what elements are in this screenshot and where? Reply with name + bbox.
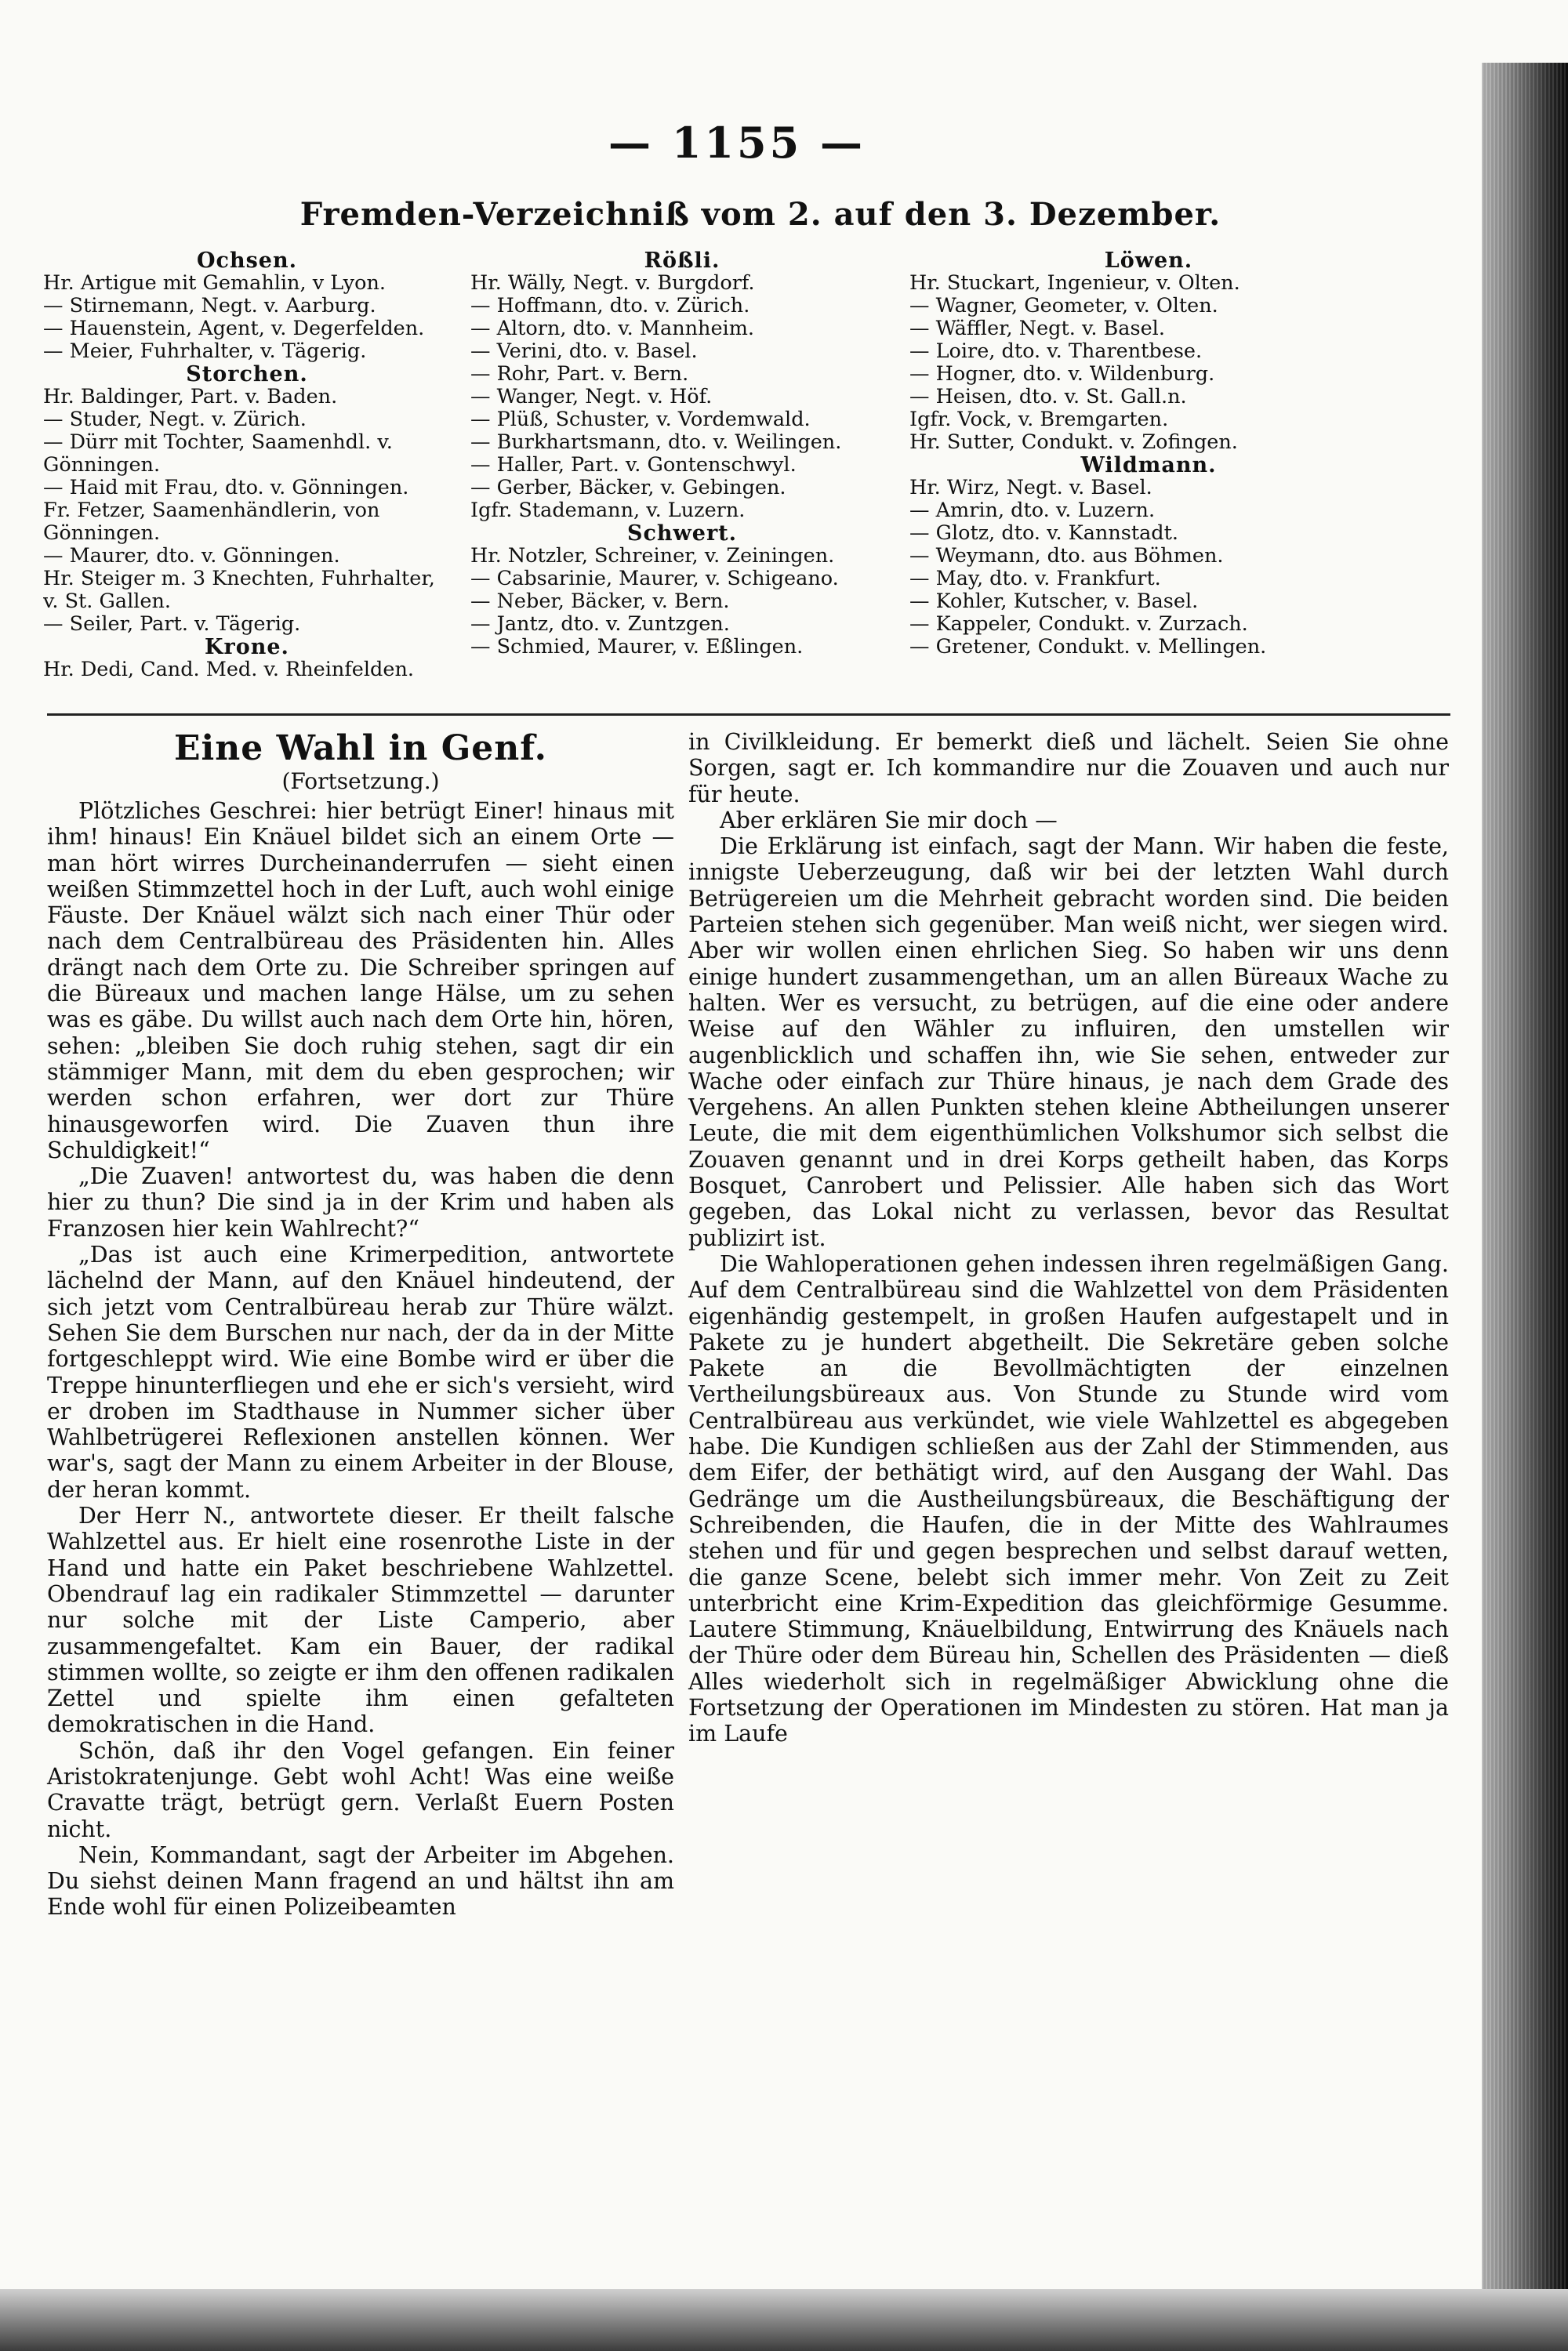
guest-entry: — Cabsarinie, Maurer, v. Schigeano. — [470, 568, 839, 590]
guest-entry: — Amrin, dto. v. Luzern. — [909, 499, 1156, 522]
guest-entry: — May, dto. v. Frankfurt. — [909, 568, 1161, 590]
guest-entry: — Kohler, Kutscher, v. Basel. — [909, 590, 1199, 613]
guest-entry: — Loire, dto. v. Tharentbese. — [909, 340, 1203, 363]
story-paragraph: Die Wahloperationen gehen indessen ihren regelmäßigen Gang. Auf dem Centralbüreau sind die Wahlzettel von dem Präsidenten eigenhändig gestempelt, in großen Haufen aufgestapelt und in Pakete zu je hundert abgetheilt. Die Sekretäre geben solche Pakete an die Bevollmächtigten der einzelnen Vertheilungsbüreaux aus. Von Stunde zu Stunde wird vom Centralbüreau aus verkündet, wie viele Wahlzettel es abgegeben habe. Die Kundigen schließen aus der Zahl der Stimmenden, aus dem Eifer, der bethätigt wird, auf den Ausgang der Wahl. Das Gedränge um die Austheilungsbüreaux, die Beschäftigung der Schreibenden, die Haufen, die in der Mitte des Wahlraumes stehen und für und gegen besprechen und selbst darauf wetten, die ganze Scene, belebt sich immer mehr. Von Zeit zu Zeit unterbricht eine Krim-Expedition das gleichförmige Gesumme. Lautere Stimmung, Knäuelbildung, Entwirrung des Knäuels nach der Thüre oder dem Büreau hin, Schellen des Präsidenten — dieß Alles wiederholt sich in regelmäßiger Abwicklung ohne die Fortsetzung der Operationen im Mindesten zu stören. Hat man ja im Laufe — [688, 1250, 1449, 1747]
guest-entry: — Maurer, dto. v. Gönningen. — [43, 545, 340, 568]
guest-entry: Hr. Wälly, Negt. v. Burgdorf. — [470, 272, 755, 295]
guest-entry: — Hogner, dto. v. Wildenburg. — [909, 363, 1215, 386]
guest-entry: — Haller, Part. v. Gontenschwyl. — [470, 454, 797, 477]
guest-entry: — Burkhartsmann, dto. v. Weilingen. — [470, 431, 842, 454]
guest-entry: — Plüß, Schuster, v. Vordemwald. — [470, 408, 811, 431]
guest-entry: — Verini, dto. v. Basel. — [470, 340, 698, 363]
guest-entry: Hr. Dedi, Cand. Med. v. Rheinfelden. — [43, 658, 414, 681]
story-paragraph: Schön, daß ihr den Vogel gefangen. Ein feiner Aristokratenjunge. Gebt wohl Acht! Was eine weiße Cravatte trägt, betrügt gern. Verlaßt Euern Posten nicht. — [47, 1737, 674, 1842]
guest-entry: — Neber, Bäcker, v. Bern. — [470, 590, 730, 613]
hotel-heading: Krone. — [205, 635, 289, 659]
story-paragraph: Plötzliches Geschrei: hier betrügt Einer! hinaus mit ihm! hinaus! Ein Knäuel bildet sich an einem Orte — man hört wirres Durcheinanderrufen — sieht einen weißen Stimmzettel hoch in der Luft, auch wohl einige Fäuste. Der Knäuel wälzt sich nach einer Thür oder nach dem Centralbüreau des Präsidenten hin. Alles drängt nach dem Orte zu. Die Schreiber springen auf die Büreaux und machen lange Hälse, um zu sehen was es gäbe. Du willst auch nach dem Orte hin, hören, sehen: „bleiben Sie doch ruhig stehen, sagt dir ein stämmiger Mann, mit dem du eben gesprochen; wir werden schon erfahren, wer dort zur Thüre hinausgeworfen wird. Die Zuaven thun ihre Schuldigkeit!“ — [47, 798, 674, 1163]
register-column-2 — [470, 249, 894, 658]
guest-entry: — Kappeler, Condukt. v. Zurzach. — [909, 613, 1248, 636]
guest-entry: — Gerber, Bäcker, v. Gebingen. — [470, 477, 786, 499]
guest-entry: — Gretener, Condukt. v. Mellingen. — [909, 636, 1267, 658]
story-column-left — [47, 729, 674, 1921]
page-number: — 1155 — — [608, 118, 866, 168]
hotel-heading: Schwert. — [626, 521, 738, 546]
story-left-body — [47, 798, 674, 1921]
story-paragraph: in Civilkleidung. Er bemerkt dieß und lächelt. Seien Sie ohne Sorgen, sagt er. Ich kommandire nur die Zouaven und auch nur für heute. — [688, 729, 1449, 807]
guest-entry: — Hoffmann, dto. v. Zürich. — [470, 295, 750, 317]
hotel-heading: Wildmann. — [1080, 453, 1217, 477]
guest-entry: — Altorn, dto. v. Mannheim. — [470, 317, 754, 340]
hotel-heading: Löwen. — [1104, 249, 1193, 273]
guest-entry: Gönningen. — [43, 454, 161, 477]
guest-entry: Hr. Artigue mit Gemahlin, v Lyon. — [43, 272, 386, 295]
guest-entry: — Dürr mit Tochter, Saamenhdl. v. — [43, 431, 393, 454]
guest-entry: Fr. Fetzer, Saamenhändlerin, von — [43, 499, 380, 522]
guest-entry: — Jantz, dto. v. Zuntzgen. — [470, 613, 730, 636]
guest-entry: v. St. Gallen. — [43, 590, 172, 613]
hotel-heading: Rößli. — [644, 249, 720, 273]
guest-entry: — Wagner, Geometer, v. Olten. — [909, 295, 1218, 317]
guest-entry: — Seiler, Part. v. Tägerig. — [43, 613, 301, 636]
guest-entry: — Stirnemann, Negt. v. Aarburg. — [43, 295, 376, 317]
story-title: Eine Wahl in Genf. — [174, 728, 547, 768]
guest-entry: Igfr. Stademann, v. Luzern. — [470, 499, 746, 522]
story-paragraph: Aber erklären Sie mir doch — — [720, 807, 1058, 833]
register-column-1 — [43, 249, 451, 681]
guest-entry: Hr. Notzler, Schreiner, v. Zeiningen. — [470, 545, 835, 568]
register-column-3 — [909, 249, 1388, 658]
guest-entry: Hr. Baldinger, Part. v. Baden. — [43, 386, 338, 408]
story-column-right — [688, 729, 1449, 1747]
guest-entry: Hr. Steiger m. 3 Knechten, Fuhrhalter, — [43, 568, 435, 590]
hotel-heading: Storchen. — [186, 362, 308, 386]
guest-entry: — Weymann, dto. aus Böhmen. — [909, 545, 1224, 568]
hotel-heading: Ochsen. — [197, 249, 297, 273]
story-subtitle: (Fortsetzung.) — [281, 768, 440, 794]
story-paragraph: Nein, Kommandant, sagt der Arbeiter im Abgehen. Du siehst deinen Mann fragend an und hältst ihn am Ende wohl für einen Polizeibeamten — [47, 1841, 674, 1921]
story-paragraph: Der Herr N., antwortete dieser. Er theilt falsche Wahlzettel aus. Er hielt eine rosenrothe Liste in der Hand und hatte ein Paket beschriebene Wahlzettel. Obendrauf lag ein radikaler Stimmzettel — darunter nur solche mit der Liste Camperio, aber zusammengefaltet. Kam ein Bauer, der radikal stimmen wollte, so zeigte er ihm den offenen radikalen Zettel und spielte ihm einen gefalteten demokratischen in die Hand. — [47, 1503, 674, 1738]
guest-entry: Gönningen. — [43, 522, 161, 545]
guest-entry: — Heisen, dto. v. St. Gall.n. — [909, 386, 1187, 408]
guest-entry: — Meier, Fuhrhalter, v. Tägerig. — [43, 340, 367, 363]
guest-entry: Hr. Wirz, Negt. v. Basel. — [909, 477, 1152, 499]
guest-entry: — Hauenstein, Agent, v. Degerfelden. — [43, 317, 425, 340]
guest-entry: Igfr. Vock, v. Bremgarten. — [909, 408, 1169, 431]
story-paragraph: „Das ist auch eine Krimerpedition, antwortete lächelnd der Mann, auf den Knäuel hindeutend, der sich jetzt vom Centralbüreau herab zur Thüre wälzt. Sehen Sie dem Burschen nur nach, der da in der Mitte fortgeschleppt wird. Wie eine Bombe wird er über die Treppe hinunterfliegen und ehe er sich's versieht, wird er droben im Stadthause in Nummer sicher über Wahlbetrügerei Reflexionen anstellen können. Wer war's, sagt der Mann zu einem Arbeiter in der Blouse, der heran kommt. — [47, 1242, 674, 1503]
guest-entry: — Rohr, Part. v. Bern. — [470, 363, 689, 386]
section-divider — [47, 713, 1450, 716]
register-title: Fremden-Verzeichniß vom 2. auf den 3. Dezember. — [299, 196, 1221, 233]
guest-entry: — Studer, Negt. v. Zürich. — [43, 408, 307, 431]
guest-entry: — Wäffler, Negt. v. Basel. — [909, 317, 1165, 340]
story-right-body — [688, 729, 1449, 1747]
guest-entry: — Wanger, Negt. v. Höf. — [470, 386, 713, 408]
story-paragraph: „Die Zuaven! antwortest du, was haben die denn hier zu thun? Die sind ja in der Krim und haben als Franzosen hier kein Wahlrecht?“ — [47, 1163, 674, 1242]
guest-entry: — Haid mit Frau, dto. v. Gönningen. — [43, 477, 409, 499]
guest-entry: — Glotz, dto. v. Kannstadt. — [909, 522, 1178, 545]
guest-entry: — Schmied, Maurer, v. Eßlingen. — [470, 636, 804, 658]
guest-entry: Hr. Stuckart, Ingenieur, v. Olten. — [909, 272, 1240, 295]
book-spine-edge — [1482, 63, 1568, 2289]
page-bottom-shadow — [0, 2289, 1568, 2351]
guest-entry: Hr. Sutter, Condukt. v. Zofingen. — [909, 431, 1238, 454]
story-paragraph: Die Erklärung ist einfach, sagt der Mann. Wir haben die feste, innigste Ueberzeugung, daß wir bei der letzten Wahl durch Betrügereien um die Mehrheit gebracht worden sind. Die beiden Parteien stehen sich gegenüber. Man weiß nicht, wer siegen wird. Aber wir wollen einen ehrlichen Sieg. So haben wir uns denn einige hundert zusammengethan, um an allen Büreaux Wache zu halten. Wer es versucht, zu betrügen, auf die eine oder andere Weise auf den Wähler zu influiren, den umstellen wir augenblicklich und schaffen ihn, wie Sie sehen, entweder zur Wache oder einfach zur Thüre hinaus, je nach dem Grade des Vergehens. An allen Punkten stehen kleine Abtheilungen unserer Leute, die mit dem eigenthümlichen Volkshumor sich selbst die Zouaven genannt und in drei Korps getheilt haben, das Korps Bosquet, Canrobert und Pelissier. Alle haben sich das Wort gegeben, das Lokal nicht zu verlassen, bevor das Resultat publizirt ist. — [688, 833, 1449, 1251]
